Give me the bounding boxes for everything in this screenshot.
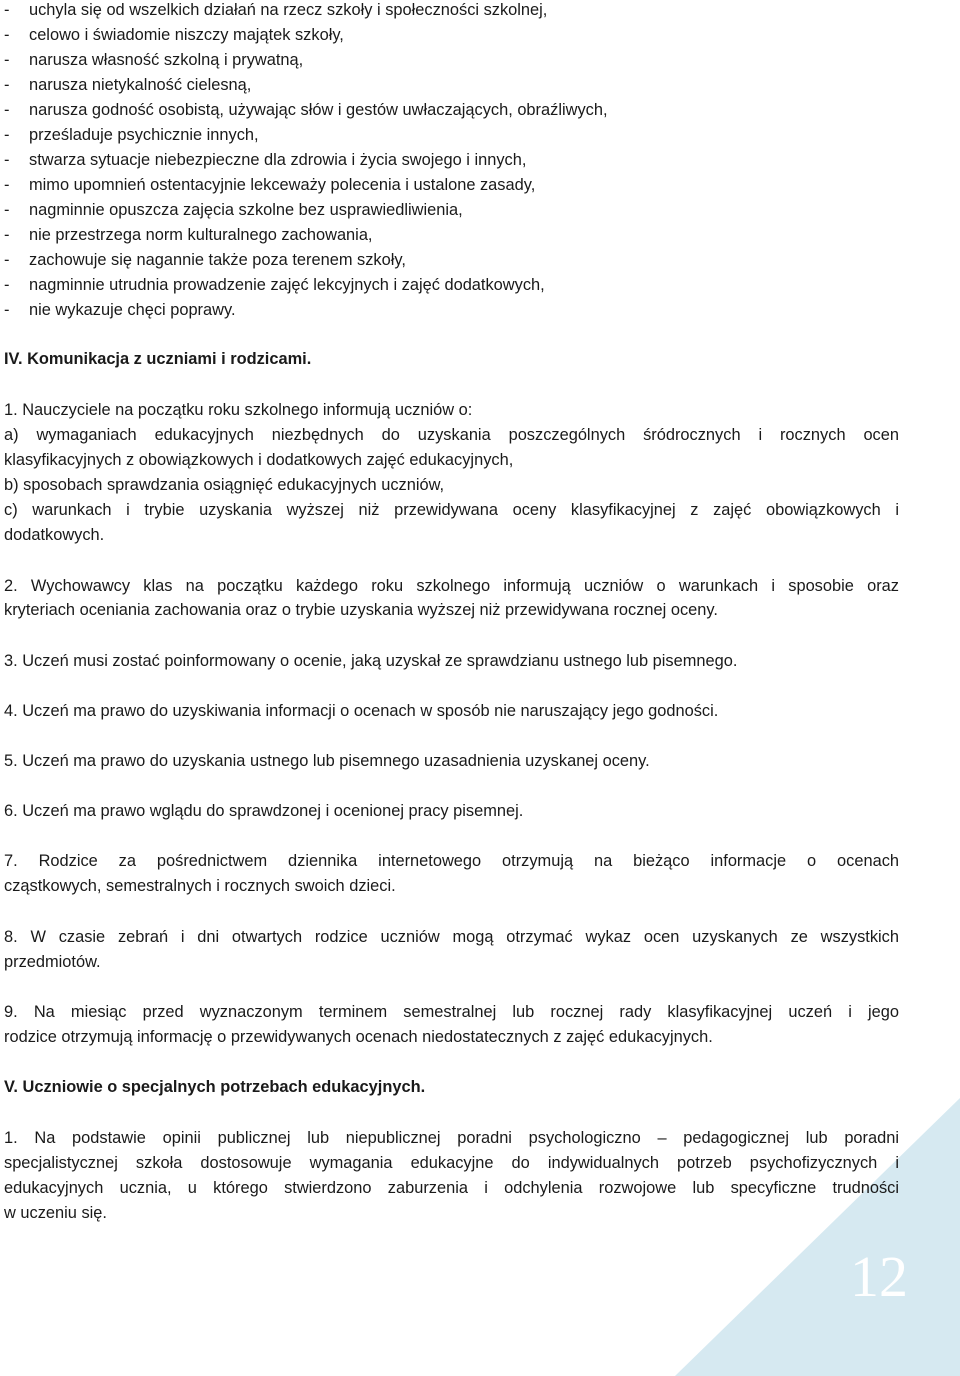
paragraph-1-intro: 1. Nauczyciele na początku roku szkolnego informują uczniów o: [4, 401, 473, 419]
paragraph-1a-line: a) wymaganiach edukacyjnych niezbędnych do uzyskania poszczególnych śródrocznych i rocznych ocen [4, 426, 899, 444]
list-item: prześladuje psychicznie innych, [29, 126, 259, 144]
list-item: nie przestrzega norm kulturalnego zachowania, [29, 226, 373, 244]
bullet-dash: - [4, 301, 10, 319]
paragraph-8-line: 8. W czasie zebrań i dni otwartych rodzice uczniów mogą otrzymać wykaz ocen uzyskanych ze wszystkich [4, 928, 899, 946]
paragraph-5: 5. Uczeń ma prawo do uzyskania ustnego lub pisemnego uzasadnienia uzyskanej oceny. [4, 752, 650, 770]
list-item: nagminnie opuszcza zajęcia szkolne bez usprawiedliwienia, [29, 201, 463, 219]
paragraph-9-line: rodzice otrzymują informację o przewidywanych ocenach niedostatecznych z zajęć edukacyjnych. [4, 1028, 713, 1046]
bullet-dash: - [4, 201, 10, 219]
paragraph-1b: b) sposobach sprawdzania osiągnięć edukacyjnych uczniów, [4, 476, 445, 494]
list-item: nie wykazuje chęci poprawy. [29, 301, 236, 319]
list-item: uchyla się od wszelkich działań na rzecz szkoły i społeczności szkolnej, [29, 1, 548, 19]
bullet-dash: - [4, 251, 10, 269]
bullet-dash: - [4, 226, 10, 244]
list-item: mimo upomnień ostentacyjnie lekceważy polecenia i ustalone zasady, [29, 176, 536, 194]
bullet-dash: - [4, 51, 10, 69]
list-item: celowo i świadomie niszczy majątek szkoły, [29, 26, 344, 44]
paragraph-9-line: 9. Na miesiąc przed wyznaczonym terminem semestralnej lub rocznej rady klasyfikacyjnej uczeń i jego [4, 1003, 899, 1021]
paragraph-v1-line: edukacyjnych ucznia, u którego stwierdzono zaburzenia i odchylenia rozwojowe lub specyficzne trudności [4, 1179, 899, 1197]
bullet-dash: - [4, 1, 10, 19]
paragraph-1c-line: dodatkowych. [4, 526, 105, 544]
paragraph-7-line: cząstkowych, semestralnych i rocznych swoich dzieci. [4, 877, 396, 895]
paragraph-4: 4. Uczeń ma prawo do uzyskiwania informacji o ocenach w sposób nie naruszający jego godności. [4, 702, 719, 720]
paragraph-v1-line: 1. Na podstawie opinii publicznej lub niepublicznej poradni psychologiczno – pedagogicznej lub poradni [4, 1129, 899, 1147]
paragraph-v1-line: specjalistycznej szkoła dostosowuje wymagania edukacyjne do indywidualnych potrzeb psychofizycznych i [4, 1154, 899, 1172]
list-item: zachowuje się nagannie także poza terenem szkoły, [29, 251, 406, 269]
bullet-dash: - [4, 101, 10, 119]
paragraph-6: 6. Uczeń ma prawo wglądu do sprawdzonej i ocenionej pracy pisemnej. [4, 802, 524, 820]
bullet-dash: - [4, 26, 10, 44]
section-heading-v: V. Uczniowie o specjalnych potrzebach edukacyjnych. [4, 1078, 426, 1096]
list-item: narusza nietykalność cielesną, [29, 76, 252, 94]
bullet-dash: - [4, 126, 10, 144]
paragraph-3: 3. Uczeń musi zostać poinformowany o ocenie, jaką uzyskał ze sprawdzianu ustnego lub pisemnego. [4, 652, 738, 670]
paragraph-1a-line: klasyfikacyjnych z obowiązkowych i dodatkowych zajęć edukacyjnych, [4, 451, 514, 469]
list-item: narusza godność osobistą, używając słów i gestów uwłaczających, obraźliwych, [29, 101, 608, 119]
section-heading-iv: IV. Komunikacja z uczniami i rodzicami. [4, 350, 312, 368]
paragraph-2-line: 2. Wychowawcy klas na początku każdego roku szkolnego informują uczniów o warunkach i sposobie oraz [4, 577, 899, 595]
paragraph-7-line: 7. Rodzice za pośrednictwem dziennika internetowego otrzymują na bieżąco informacje o ocenach [4, 852, 899, 870]
paragraph-2-line: kryteriach oceniania zachowania oraz o trybie uzyskania wyższej niż przewidywana rocznej oceny. [4, 601, 718, 619]
bullet-dash: - [4, 151, 10, 169]
paragraph-v1-line: w uczeniu się. [4, 1204, 107, 1222]
list-item: narusza własność szkolną i prywatną, [29, 51, 304, 69]
list-item: stwarza sytuacje niebezpieczne dla zdrowia i życia swojego i innych, [29, 151, 527, 169]
bullet-dash: - [4, 76, 10, 94]
bullet-dash: - [4, 276, 10, 294]
paragraph-1c-line: c) warunkach i trybie uzyskania wyższej niż przewidywana oceny klasyfikacyjnej z zajęć obowiązkowych i [4, 501, 899, 519]
page-number: 12 [850, 1244, 908, 1309]
paragraph-8-line: przedmiotów. [4, 953, 101, 971]
bullet-dash: - [4, 176, 10, 194]
list-item: nagminnie utrudnia prowadzenie zajęć lekcyjnych i zajęć dodatkowych, [29, 276, 545, 294]
